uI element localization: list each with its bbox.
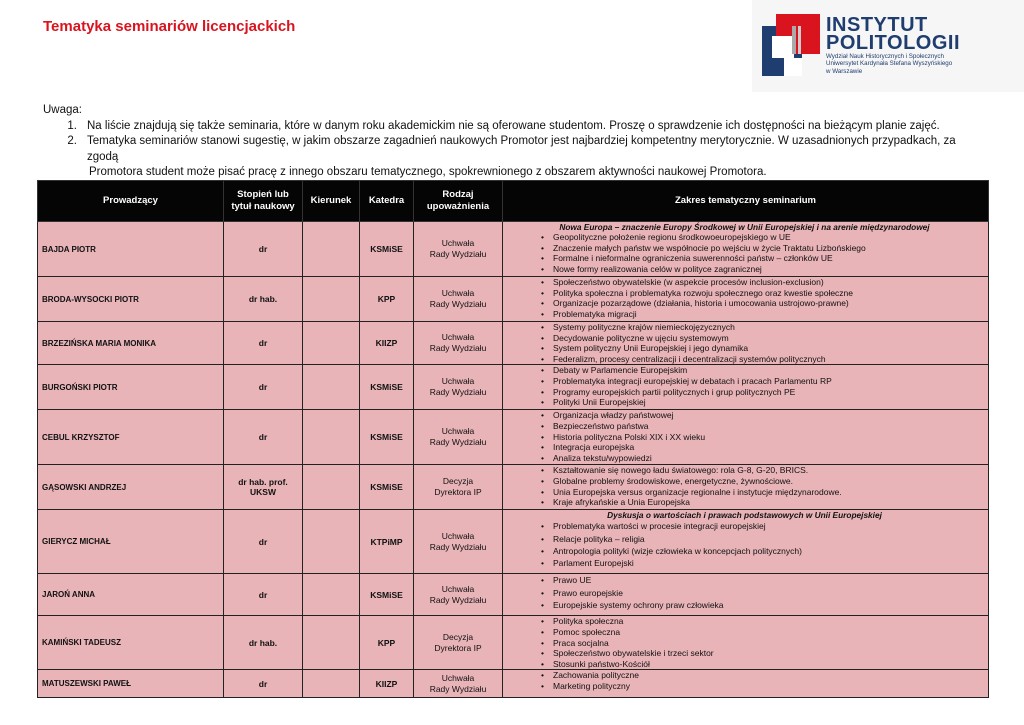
topic-item: • Bezpieczeństwo państwa xyxy=(503,421,986,432)
cell-zakres xyxy=(503,410,989,465)
cell-katedra: KIIZP xyxy=(360,670,414,698)
topic-item: • Organizacje pozarządowe (działania, historia i umocowania ustrojowo-prawne) xyxy=(503,298,986,309)
topic-item: • Unia Europejska versus organizacje regionalne i instytucje międzynarodowe. xyxy=(503,487,986,498)
topic-item: • Zachowania polityczne xyxy=(503,670,986,681)
topic-heading: Dyskusja o wartościach i prawach podstawowych w Unii Europejskiej xyxy=(607,510,882,521)
cell-degree: dr xyxy=(224,670,303,698)
topic-item: • Federalizm, procesy centralizacji i decentralizacji systemów politycznych xyxy=(503,354,986,365)
cell-zakres xyxy=(503,574,989,616)
cell-kierunek xyxy=(303,574,360,616)
cell-katedra: KIIZP xyxy=(360,322,414,365)
topic-item: • System polityczny Unii Europejskiej i jego dynamika xyxy=(503,343,986,354)
note-continuation: Promotora student może pisać pracę z innego obszaru tematycznego, spokrewnionego z obszarem aktywności naukowej Promotora. xyxy=(89,166,767,178)
topic-item: • Globalne problemy środowiskowe, energetyczne, żywnościowe. xyxy=(503,476,986,487)
cell-kierunek xyxy=(303,510,360,574)
topic-item: • Prawo europejskie xyxy=(503,587,986,599)
cell-upowaznienie: Uchwała Rady Wydziału xyxy=(414,574,503,616)
logo-emblem-icon xyxy=(762,14,822,76)
header-katedra: Katedra xyxy=(360,181,414,222)
cell-degree: dr xyxy=(224,222,303,277)
topic-item: • Prawo UE xyxy=(503,574,986,586)
table-row xyxy=(38,322,989,365)
cell-zakres xyxy=(503,277,989,322)
cell-name: GĄSOWSKI ANDRZEJ xyxy=(38,465,224,510)
logo-line1: INSTYTUT xyxy=(826,14,928,36)
cell-zakres xyxy=(503,222,989,277)
cell-katedra: KSMiSE xyxy=(360,410,414,465)
notes-section xyxy=(43,103,983,181)
institute-logo xyxy=(752,0,1024,92)
topic-item: • Geopolityczne położenie regionu środkowoeuropejskiego w UE xyxy=(503,232,986,243)
cell-degree: dr xyxy=(224,365,303,410)
topic-item: • Nowe formy realizowania celów w polityce zagranicznej xyxy=(503,264,986,275)
topic-item: • Kraje afrykańskie a Unia Europejska xyxy=(503,497,986,508)
table-row xyxy=(38,410,989,465)
cell-kierunek xyxy=(303,410,360,465)
seminar-table xyxy=(37,180,989,698)
topic-item: • Parlament Europejski xyxy=(503,557,986,569)
cell-upowaznienie: Uchwała Rady Wydziału xyxy=(414,277,503,322)
cell-katedra: KPP xyxy=(360,277,414,322)
cell-zakres xyxy=(503,670,989,698)
cell-degree: dr xyxy=(224,510,303,574)
topic-item: • Integracja europejska xyxy=(503,442,986,453)
topic-item: • Kształtowanie się nowego ładu światowego: rola G-8, G-20, BRICS. xyxy=(503,465,986,476)
header-kierunek: Kierunek xyxy=(303,181,360,222)
cell-name: JAROŃ ANNA xyxy=(38,574,224,616)
cell-katedra: KSMiSE xyxy=(360,465,414,510)
topic-item: • Systemy polityczne krajów niemieckojęzycznych xyxy=(503,322,986,333)
topic-item: • Polityki Unii Europejskiej xyxy=(503,397,986,408)
cell-name: BRZEZIŃSKA MARIA MONIKA xyxy=(38,322,224,365)
topic-item: • Społeczeństwo obywatelskie i trzeci sektor xyxy=(503,648,986,659)
topic-item: • Formalne i nieformalne ograniczenia suwerenności państw – członków UE xyxy=(503,253,986,264)
cell-zakres xyxy=(503,465,989,510)
topic-item: • Marketing polityczny xyxy=(503,681,986,692)
topic-item: • Społeczeństwo obywatelskie (w aspekcie procesów inclusion-exclusion) xyxy=(503,277,986,288)
topic-item: • Historia polityczna Polski XIX i XX wieku xyxy=(503,432,986,443)
topic-item: • Stosunki państwo-Kościół xyxy=(503,659,986,670)
cell-upowaznienie: Uchwała Rady Wydziału xyxy=(414,670,503,698)
topic-item: • Debaty w Parlamencie Europejskim xyxy=(503,365,986,376)
topic-item: • Europejskie systemy ochrony praw człowieka xyxy=(503,599,986,611)
topic-item: • Decydowanie polityczne w ujęciu systemowym xyxy=(503,333,986,344)
cell-name: KAMIŃSKI TADEUSZ xyxy=(38,616,224,670)
cell-upowaznienie: Uchwała Rady Wydziału xyxy=(414,222,503,277)
cell-katedra: KTPiMP xyxy=(360,510,414,574)
cell-degree: dr xyxy=(224,574,303,616)
cell-zakres xyxy=(503,510,989,574)
cell-kierunek xyxy=(303,222,360,277)
cell-katedra: KPP xyxy=(360,616,414,670)
topic-heading: Nowa Europa – znaczenie Europy Środkowej w Unii Europejskiej i na arenie międzynarodowej xyxy=(559,222,930,232)
table-row xyxy=(38,510,989,574)
logo-line2: POLITOLOGII xyxy=(826,32,961,54)
cell-katedra: KSMiSE xyxy=(360,365,414,410)
cell-name: BURGOŃSKI PIOTR xyxy=(38,365,224,410)
table-row xyxy=(38,222,989,277)
page-title: Tematyka seminariów licencjackich xyxy=(43,18,296,35)
cell-upowaznienie: Uchwała Rady Wydziału xyxy=(414,410,503,465)
topic-item: • Problematyka integracji europejskiej w debatach i pracach Parlamentu RP xyxy=(503,376,986,387)
cell-degree: dr xyxy=(224,322,303,365)
header-stopien: Stopień lub tytuł naukowy xyxy=(224,181,303,222)
cell-upowaznienie: Uchwała Rady Wydziału xyxy=(414,322,503,365)
topic-item: • Problematyka wartości w procesie integracji europejskiej xyxy=(503,520,986,532)
note-item: 2. Tematyka seminariów stanowi sugestię, w jakim obszarze zagadnień naukowych Promotor jest najbardziej kompetentny merytorycznie. W uzasadnionych przypadkach, za zgodą xyxy=(67,135,956,163)
topic-item: • Organizacja władzy państwowej xyxy=(503,410,986,421)
cell-kierunek xyxy=(303,277,360,322)
topic-item: • Pomoc społeczna xyxy=(503,627,986,638)
cell-name: GIERYCZ MICHAŁ xyxy=(38,510,224,574)
cell-zakres xyxy=(503,365,989,410)
cell-name: MATUSZEWSKI PAWEŁ xyxy=(38,670,224,698)
cell-degree: dr xyxy=(224,410,303,465)
cell-name: CEBUL KRZYSZTOF xyxy=(38,410,224,465)
cell-upowaznienie: Decyzja Dyrektora IP xyxy=(414,616,503,670)
topic-item: • Praca socjalna xyxy=(503,638,986,649)
cell-kierunek xyxy=(303,616,360,670)
cell-kierunek xyxy=(303,465,360,510)
topic-item: • Polityka społeczna xyxy=(503,616,986,627)
topic-item: • Problematyka migracji xyxy=(503,309,986,320)
header-zakres: Zakres tematyczny seminarium xyxy=(503,181,989,222)
table-row xyxy=(38,574,989,616)
note-item: 1. Na liście znajdują się także seminaria, które w danym roku akademickim nie są oferowane studentom. Proszę o sprawdzenie ich dostępności na bieżącym planie zajęć. xyxy=(67,119,940,132)
logo-subtitle: Wydział Nauk Historycznych i Społecznych Uniwersytet Kardynała Stefana Wyszyńskiego w Warszawie xyxy=(826,53,953,75)
topic-item: • Znaczenie małych państw we współnocie po wejściu w życie Traktatu Lizbońskiego xyxy=(503,243,986,254)
cell-katedra: KSMiSE xyxy=(360,222,414,277)
header-rodzaj: Rodzaj upoważnienia xyxy=(414,181,503,222)
cell-degree: dr hab. prof. UKSW xyxy=(224,465,303,510)
topic-item: • Polityka społeczna i problematyka rozwoju społecznego oraz kwestie społeczne xyxy=(503,288,986,299)
cell-upowaznienie: Uchwała Rady Wydziału xyxy=(414,510,503,574)
cell-degree: dr hab. xyxy=(224,616,303,670)
notes-label: Uwaga: xyxy=(43,104,82,116)
cell-katedra: KSMiSE xyxy=(360,574,414,616)
table-header-row xyxy=(38,181,989,222)
table-row xyxy=(38,616,989,670)
cell-upowaznienie: Uchwała Rady Wydziału xyxy=(414,365,503,410)
table-row xyxy=(38,277,989,322)
cell-degree: dr hab. xyxy=(224,277,303,322)
cell-upowaznienie: Decyzja Dyrektora IP xyxy=(414,465,503,510)
table-row xyxy=(38,670,989,698)
cell-zakres xyxy=(503,616,989,670)
cell-kierunek xyxy=(303,322,360,365)
cell-zakres xyxy=(503,322,989,365)
topic-item: • Antropologia polityki (wizje człowieka w koncepcjach politycznych) xyxy=(503,545,986,557)
cell-kierunek xyxy=(303,365,360,410)
topic-item: • Analiza tekstu/wypowiedzi xyxy=(503,453,986,464)
cell-kierunek xyxy=(303,670,360,698)
header-prowadzacy: Prowadzący xyxy=(38,181,224,222)
cell-name: BAJDA PIOTR xyxy=(38,222,224,277)
topic-item: • Programy europejskich partii politycznych i grup politycznych PE xyxy=(503,387,986,398)
table-row xyxy=(38,465,989,510)
table-row xyxy=(38,365,989,410)
topic-item: • Relacje polityka – religia xyxy=(503,533,986,545)
cell-name: BRODA-WYSOCKI PIOTR xyxy=(38,277,224,322)
